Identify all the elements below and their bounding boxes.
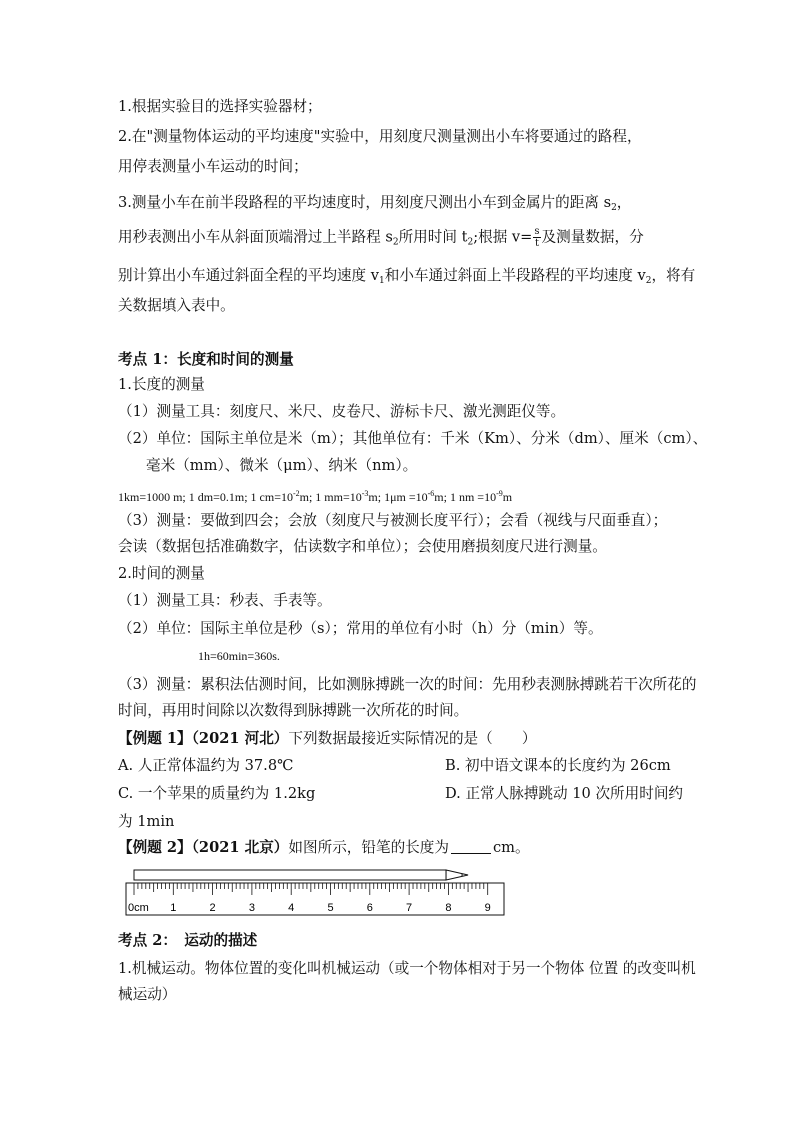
kp1-s1: 1.长度的测量 <box>118 376 205 393</box>
ruler-tick-label: 1 <box>170 902 177 914</box>
example-2-question: 【例题 2】（2021 北京）如图所示，铅笔的长度为 cm。 <box>118 839 530 856</box>
kp1-s1a: （1）测量工具：刻度尺、米尺、皮卷尺、游标卡尺、激光测距仪等。 <box>118 403 566 420</box>
kp1-s2c: （3）测量：累积法估测时间，比如测脉搏跳一次的时间：先用秒表测脉搏跳若干次所花的 <box>118 676 697 693</box>
intro-line-7: 关数据填入表中。 <box>118 297 235 314</box>
intro-line-5: 用秒表测出小车从斜面顶端滑过上半路程 $s_2$所用时间 $t_2$;根据 v= $\frac{s}{t}$ 及测量数据，分 <box>118 226 644 249</box>
example-1-option-b: B. 初中语文课本的长度约为 26cm <box>445 757 671 774</box>
kp1-s1b2: 毫米（mm）、微米（μm）、纳米（nm）。 <box>146 457 418 474</box>
intro-line-2: 2.在"测量物体运动的平均速度"实验中，用刻度尺测量测出小车将要通过的路程， <box>118 128 642 145</box>
kp1-s1c: （3）测量：要做到四会；会放（刻度尺与被测长度平行）；会看（视线与尺面垂直）； <box>118 512 668 529</box>
kp1-s2: 2.时间的测量 <box>118 565 205 582</box>
kp1-s1b: （2）单位：国际主单位是米（m）；其他单位有：千米（Km）、分米（dm）、厘米（cm）、 <box>118 430 708 447</box>
intro-line-4: 3.测量小车在前半段路程的平均速度时，用刻度尺测出小车到金属片的距离 $s_2$， <box>118 194 632 213</box>
pencil-tip <box>446 870 468 880</box>
intro-line-3: 用停表测量小车运动的时间； <box>118 158 308 175</box>
intro-line-1: 1.根据实验目的选择实验器材； <box>118 98 322 115</box>
ruler-tick-label: 5 <box>327 902 334 914</box>
pencil-body <box>134 870 446 880</box>
example-1-option-d: D. 正常人脉搏跳动 10 次所用时间约 <box>445 785 684 802</box>
kp1-s2b: （2）单位：国际主单位是秒（s）；常用的单位有小时（h）分（min）等。 <box>118 620 603 637</box>
intro-line-6: 别计算出小车通过斜面全程的平均速度 $v_1$和小车通过斜面上半段路程的平均速度 $v_2$，将有 <box>118 267 696 286</box>
kp2-line-1: 1.机械运动。物体位置的变化叫机械运动（或一个物体相对于另一个物体 位置 的改变叫机 <box>118 960 696 977</box>
ruler-tick-label: 6 <box>366 902 373 914</box>
kp2-title: 考点 2： 运动的描述 <box>118 932 258 949</box>
ruler-tick-label: 9 <box>484 902 491 914</box>
velocity-fraction: $\frac{s}{t}$ <box>534 226 540 249</box>
kp1-s2a: （1）测量工具：秒表、手表等。 <box>118 592 332 609</box>
ruler-tick-label: 8 <box>445 902 452 914</box>
ruler-tick-label: 2 <box>209 902 216 914</box>
kp2-line-2: 械运动） <box>118 986 177 1003</box>
kp1-s2b2: 1h=60min=360s. <box>198 649 280 663</box>
example-1-question: 【例题 1】（2021 河北）下列数据最接近实际情况的是（ ） <box>118 730 537 747</box>
kp1-title: 考点 1：长度和时间的测量 <box>118 351 294 368</box>
answer-blank[interactable] <box>451 853 491 854</box>
example-1-option-c: C. 一个苹果的质量约为 1.2kg <box>118 785 316 802</box>
kp1-s2c2: 时间，再用时间除以次数得到脉搏跳一次所花的时间。 <box>118 702 469 719</box>
ruler-tick-label: 7 <box>406 902 413 914</box>
ruler-tick-label: 4 <box>288 902 295 914</box>
kp1-s1c2: 会读（数据包括准确数字，估读数字和单位）；会使用磨损刻度尺进行测量。 <box>118 538 607 555</box>
example-1-option-a: A. 人正常体温约为 37.8℃ <box>118 757 294 774</box>
ruler-unit-label: 0cm <box>128 902 149 914</box>
example-1-option-d-cont: 为 1min <box>118 813 175 830</box>
kp1-unit-conversions: 1km=1000 m; 1 dm=0.1m; 1 $cm=10^{-2}m$; 1 $mm=10^{-3}m$; $1\mu m =10^{-6}m$; 1 nm $=10^{-9}m$ <box>118 489 513 504</box>
ruler-figure <box>118 866 508 920</box>
ruler-tick-label: 3 <box>248 902 255 914</box>
